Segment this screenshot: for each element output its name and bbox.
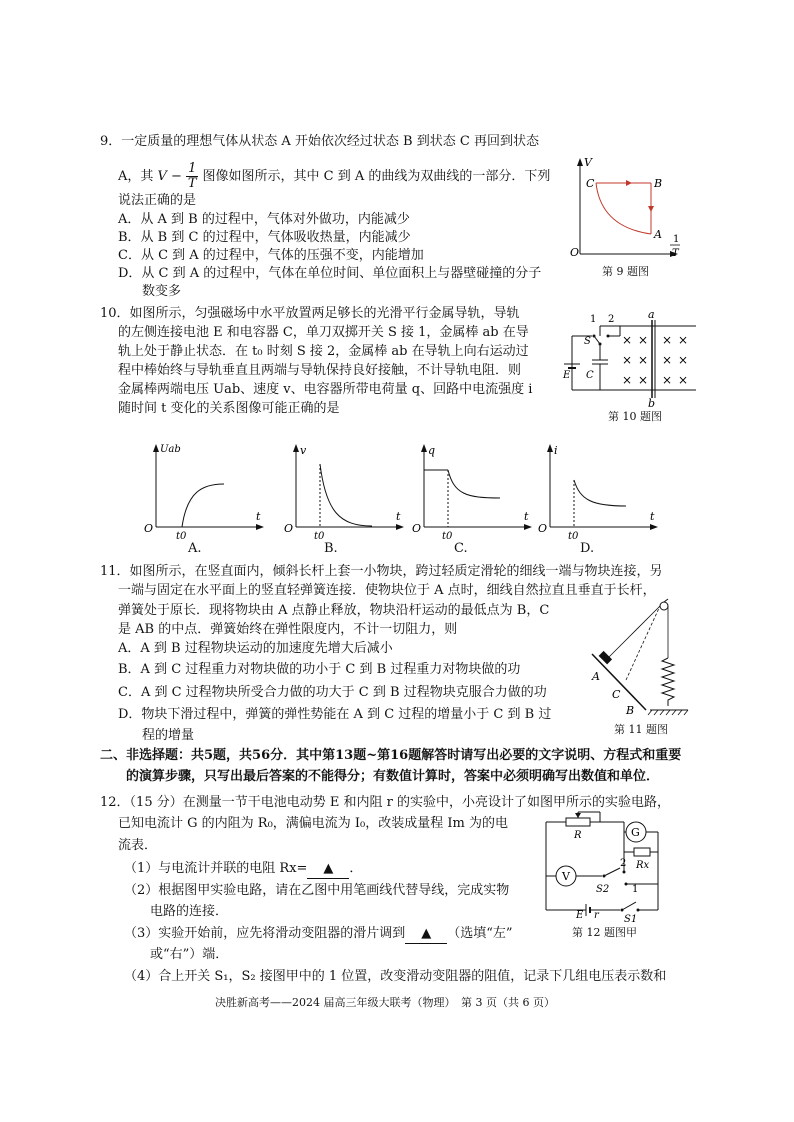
q9-fig-origin: O: [570, 246, 580, 259]
field-cross: ×: [622, 333, 633, 347]
q10-graph-b: [282, 442, 412, 542]
q12-sub3-post: （选填“左”: [447, 926, 513, 941]
q12-sub2-line2: 电路的连接．: [150, 904, 229, 919]
q12-figure: [540, 810, 690, 925]
field-cross: ×: [622, 353, 633, 367]
q10-graph-d: [536, 442, 666, 542]
q12-fig-e: E: [576, 910, 584, 921]
q9-fig-y-label: V: [584, 156, 592, 169]
q11-stem-line2: 一端与固定在水平面上的竖直轻弹簧连接．使物块位于 A 点时，细线自然拉直且垂直于长杆，: [118, 583, 656, 598]
q12-fig-s1: S1: [624, 914, 638, 925]
q9-formula: [158, 162, 199, 191]
graph-origin: O: [144, 522, 154, 535]
answer-blank-mark: ▲: [421, 926, 432, 941]
q12-sub3-blank[interactable]: [405, 925, 447, 944]
q12-stem-line3: 流表．: [118, 838, 158, 853]
q11-option-a: A．A 到 B 过程物块运动的加速度先增大后减小: [118, 641, 393, 656]
q12-sub3-line2: 或“右”）端．: [150, 947, 229, 962]
q12-sub1-pre: （1）与电流计并联的电阻 Rx=: [124, 861, 308, 876]
q10-caption: 第 10 题图: [608, 410, 662, 423]
q9-line2-post: 图像如图所示，其中 C 到 A 的曲线为双曲线的一部分．下列: [202, 169, 551, 184]
q11-stem-line3: 弹簧处于原长．现将物块由 A 点静止释放，物块沿杆运动的最低点为 B，C: [118, 603, 550, 618]
q11-figure: [588, 598, 698, 720]
field-cross: ×: [662, 333, 673, 347]
q11-option-c: C．A 到 C 过程物块所受合力做的功大于 C 到 B 过程物块克服合力做的功: [118, 685, 547, 700]
section2-heading-line1: 二、非选择题：共5题，共56分．其中第13题~第16题解答时请写出必要的文字说明、方程式和重要: [100, 748, 682, 763]
graph-x-label: t: [650, 510, 655, 523]
q9-stem-line3: 说法正确的是: [118, 193, 197, 208]
q10-stem-line4: 程中棒始终与导轨垂直且两端与导轨保持良好接触，不计导轨电阻．则: [118, 363, 522, 378]
q9-formula-den: T: [187, 176, 197, 191]
q9-fig-b: B: [654, 177, 663, 190]
q10-graph-b-label: B.: [324, 541, 338, 556]
graph-y-label: i: [554, 444, 558, 457]
graph-t0: t0: [176, 531, 187, 542]
field-cross: ×: [678, 373, 689, 387]
q10-stem-line6: 随时间 t 变化的关系图像可能正确的是: [118, 401, 340, 416]
field-cross: ×: [638, 333, 649, 347]
q10-stem-line2: 的左侧连接电池 E 和电容器 C，单刀双掷开关 S 接 1，金属棒 ab 在导: [118, 325, 529, 340]
graph-y-label: v: [300, 444, 307, 457]
q9-stem-line2: [118, 162, 550, 191]
field-cross: ×: [638, 353, 649, 367]
q12-fig-v: V: [562, 870, 570, 883]
graph-y-label: q: [428, 444, 436, 457]
q10-graph-c: [410, 442, 540, 542]
q12-fig-g: G: [631, 826, 640, 839]
graph-x-label: t: [524, 510, 529, 523]
graph-x-label: t: [256, 510, 261, 523]
graph-origin: O: [284, 522, 294, 535]
q10-fig-n2: 2: [608, 314, 615, 325]
q12-sub2-line1: （2）根据图甲实验电路，请在乙图中用笔画线代替导线，完成实物: [124, 883, 510, 898]
field-cross: ×: [622, 373, 633, 387]
q12-sub1-blank[interactable]: [307, 860, 349, 879]
q9-formula-left: V −: [157, 169, 182, 184]
q12-fig-n2: 2: [620, 858, 627, 869]
q9-option-d: D．从 C 到 A 的过程中，气体在单位时间、单位面积上与器壁碰撞的分子: [118, 266, 542, 281]
q10-fig-n1: 1: [590, 314, 597, 325]
q10-fig-b: b: [648, 397, 656, 407]
q9-option-b: B．从 B 到 C 的过程中，气体吸收热量，内能减少: [118, 230, 411, 245]
q9-fig-a: A: [654, 228, 662, 241]
q12-stem-line2: 已知电流计 G 的内阻为 R₀，满偏电流为 I₀，改装成量程 Im 为的电: [118, 816, 508, 831]
q10-fig-s: S: [584, 336, 591, 347]
q12-fig-s2: S2: [596, 884, 610, 895]
q9-formula-num: 1: [188, 161, 197, 176]
q9-caption: 第 9 题图: [602, 265, 649, 278]
q12-sub1: [124, 860, 362, 879]
q10-fig-a: a: [648, 312, 655, 321]
q11-option-d-cont: 程的增量: [142, 728, 195, 743]
q10-fig-c: C: [586, 370, 594, 381]
answer-blank-mark: ▲: [323, 861, 334, 876]
q10-graph-c-label: C.: [454, 541, 468, 556]
graph-origin: O: [538, 522, 548, 535]
q11-fig-c: C: [612, 688, 621, 701]
q9-fig-x-den: T: [672, 248, 679, 259]
q9-line2-pre: A，其: [118, 169, 154, 184]
q11-option-b: B．A 到 C 过程重力对物块做的功小于 C 到 B 过程重力对物块做的功: [118, 662, 521, 677]
q10-graph-a-label: A.: [188, 541, 202, 556]
q10-graph-d-label: D.: [580, 541, 595, 556]
graph-t0: t0: [442, 531, 453, 542]
q11-stem-line4: 是 AB 的中点．弹簧始终在弹性限度内，不计一切阻力，则: [118, 622, 458, 637]
q9-option-a: A．从 A 到 B 的过程中，气体对外做功，内能减少: [118, 212, 410, 227]
q10-stem-line5: 金属棒两端电压 Uab、速度 v、电容器所带电荷量 q、回路中电流强度 i: [118, 382, 533, 397]
graph-x-label: t: [396, 510, 401, 523]
q10-fig-e: E: [563, 370, 571, 381]
graph-y-label: Uab: [160, 444, 181, 455]
field-cross: ×: [662, 353, 673, 367]
q12-fig-r: R: [574, 830, 582, 841]
q9-option-c: C．从 C 到 A 的过程中，气体的压强不变，内能增加: [118, 248, 424, 263]
q9-fig-x-num: 1: [673, 234, 680, 245]
q11-stem-line1: 11．如图所示，在竖直面内，倾斜长杆上套一小物块，跨过轻质定滑轮的细线一端与物块连接，另: [100, 564, 663, 579]
graph-t0: t0: [314, 531, 325, 542]
q12-sub4: （4）合上开关 S₁，S₂ 接图甲中的 1 位置，改变滑动变阻器的阻值，记录下几组电压表示数和: [124, 969, 667, 984]
q12-sub3-pre: （3）实验开始前，应先将滑动变阻器的滑片调到: [124, 926, 406, 941]
graph-origin: O: [412, 522, 422, 535]
section2-heading-line2: 的演算步骤，只写出最后答案的不能得分；有数值计算时，答案中必须明确写出数值和单位．: [126, 769, 660, 784]
page-footer: 决胜新高考——2024 届高三年级大联考（物理） 第 3 页（共 6 页）: [215, 996, 555, 1009]
field-cross: ×: [662, 373, 673, 387]
q12-caption: 第 12 题图甲: [572, 926, 637, 939]
q10-graph-a: [142, 442, 272, 542]
q11-fig-a: A: [592, 670, 600, 683]
q9-figure: [566, 152, 696, 262]
q12-fig-rx: Rx: [636, 860, 650, 871]
q9-stem-line1: 9．一定质量的理想气体从状态 A 开始依次经过状态 B 到状态 C 再回到状态: [100, 134, 539, 149]
q12-stem-line1: 12．（15 分）在测量一节干电池电动势 E 和内阻 r 的实验中，小亮设计了如图甲所示的实验电路，: [100, 795, 670, 810]
q9-option-d-cont: 数变多: [142, 284, 182, 299]
q10-figure: [560, 312, 700, 407]
q12-sub3-line1: [124, 925, 513, 944]
q10-stem-line3: 轨上处于静止状态．在 t₀ 时刻 S 接 2，金属棒 ab 在导轨上向右运动过: [118, 344, 529, 359]
field-cross: ×: [678, 333, 689, 347]
q11-option-d: D．物块下滑过程中，弹簧的弹性势能在 A 到 C 过程的增量小于 C 到 B 过: [118, 707, 552, 722]
q12-sub1-post: ．: [349, 861, 363, 876]
field-cross: ×: [638, 373, 649, 387]
field-cross: ×: [678, 353, 689, 367]
q10-stem-line1: 10．如图所示，匀强磁场中水平放置两足够长的光滑平行金属导轨，导轨: [100, 306, 520, 321]
q11-fig-b: B: [626, 704, 635, 717]
q11-caption: 第 11 题图: [614, 723, 668, 736]
graph-t0: t0: [568, 531, 579, 542]
q12-fig-r-small: r: [594, 910, 599, 921]
q9-fig-c: C: [586, 177, 595, 190]
q12-fig-n1: 1: [632, 884, 639, 895]
